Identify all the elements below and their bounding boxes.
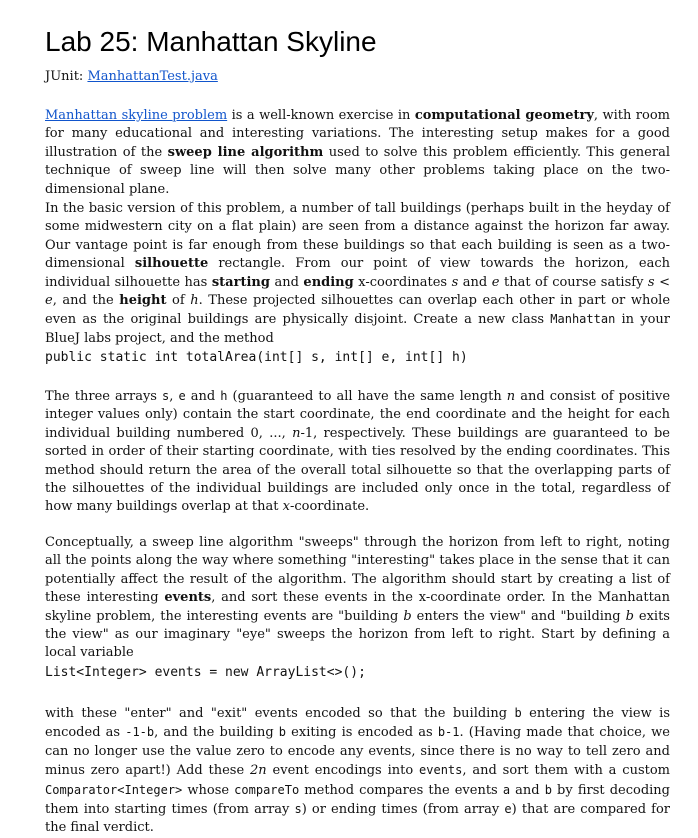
encoding-paragraph: with these "enter" and "exit" events encoded so that the building b entering the view is encoded as -1-b, and the building b exiting is encoded as b-1. (Having made that choice, we can no longer use the value zero to encode any events, since there is no way to tell zero and minus zero apart!) Add these 2n event encodings into events, and sort them with a custom Comparator<Integer> whose compareTo method compares the events a and b by first decoding them into starting times (from array s) or ending times (from array e) that are compared for the final verdict. [45, 706, 671, 836]
inline-code: Manhattan [550, 312, 616, 327]
math-var: s [647, 274, 655, 290]
skyline-problem-link[interactable]: Manhattan skyline problem [45, 108, 228, 123]
inline-code: h [220, 389, 228, 403]
page-title: Lab 25: Manhattan Skyline [45, 26, 377, 57]
inline-code: b [514, 706, 522, 720]
math-var: 2n [250, 763, 267, 779]
inline-code: events [419, 763, 463, 778]
inline-code: Comparator<Integer> [45, 782, 183, 797]
arrays-paragraph: The three arrays s, e and h (guaranteed to all have the same length n and consist of positive integer values only) contain the start coordinate, the end coordinate and the height for each individual building numbered 0, ..., n-1, respectively. These buildings are guaranteed to be sorted in order of their starting coordinate, with ties resolved by the ending coordinates. This method should return the area of the overall total silhouette so that the overlapping parts of the silhouettes of the individual buildings are included only once in the total, regardless of how many buildings overlap at that x-coordinate. [45, 389, 671, 515]
inline-code: b-1 [437, 725, 460, 740]
bold-term: computational geometry [414, 108, 594, 123]
math-var: s [451, 274, 459, 290]
inline-code: s [162, 389, 170, 403]
math-var: e [45, 293, 53, 309]
sweep-line-paragraph: Conceptually, a sweep line algorithm "sweeps" through the horizon from left to right, noting all the points along the way where something "interesting" takes place in the sense that it can potentially affect the result of the algorithm. The algorithm should start by creating a list of these interesting events, and sort these events in the x-coordinate order. In the Manhattan skyline problem, the interesting events are "building b enters the view" and "building b exits the view" as our imaginary "eye" sweeps the horizon from left to right. Start by defining a local variable [45, 535, 670, 661]
inline-code: e [178, 389, 186, 403]
math-var: b [625, 608, 634, 624]
junit-test-file-link[interactable]: ManhattanTest.java [87, 69, 218, 84]
bold-term: starting [211, 274, 270, 290]
math-var: x [282, 499, 290, 515]
math-var: n [506, 389, 516, 404]
junit-line [45, 68, 218, 86]
inline-code: a [502, 782, 511, 797]
events-declaration-code: List<Integer> events = new ArrayList<>(); [45, 665, 366, 680]
inline-code: e [504, 802, 512, 817]
bold-term: silhouette [134, 256, 209, 272]
problem-description-paragraph: In the basic version of this problem, a number of tall buildings (perhaps built in the heyday of some midwestern city on a flat plain) are seen from a distance against the horizon far away. Our vantage point is far enough from these buildings so that each building is seen as a two-dimensional silhouette rectangle. From our point of view towards the horizon, each individual silhouette has starting and ending x-coordinates s and e that of course satisfy s < e, and the height of h. These projected silhouettes can overlap each other in part or whole even as the original buildings are physically disjoint. Create a new class Manhattan in your BlueJ labs project, and the method [45, 201, 671, 346]
math-var: e [491, 274, 500, 290]
intro-paragraph: Manhattan skyline problem is a well-known exercise in computational geometry, with room for many educational and interesting variations. The interesting setup makes for a good illustration of the sweep line algorithm used to solve this problem efficiently. This general technique of sweep line will then solve many other problems taking place on the two-dimensional plane. [45, 108, 671, 197]
inline-code: -1-b [125, 725, 155, 740]
inline-code: s [294, 802, 302, 817]
junit-label: JUnit: [45, 69, 84, 84]
inline-code: b [278, 725, 287, 740]
bold-term: sweep line algorithm [167, 144, 324, 160]
method-signature-code: public static int totalArea(int[] s, int[] e, int[] h) [45, 350, 468, 365]
inline-code: b [544, 782, 552, 797]
math-var: b [403, 608, 412, 624]
math-var: n [292, 425, 301, 441]
inline-code: compareTo [234, 782, 300, 797]
bold-term: ending [303, 274, 354, 290]
bold-term: height [119, 293, 167, 309]
math-var: h [190, 293, 199, 309]
bold-term: events [164, 590, 212, 606]
